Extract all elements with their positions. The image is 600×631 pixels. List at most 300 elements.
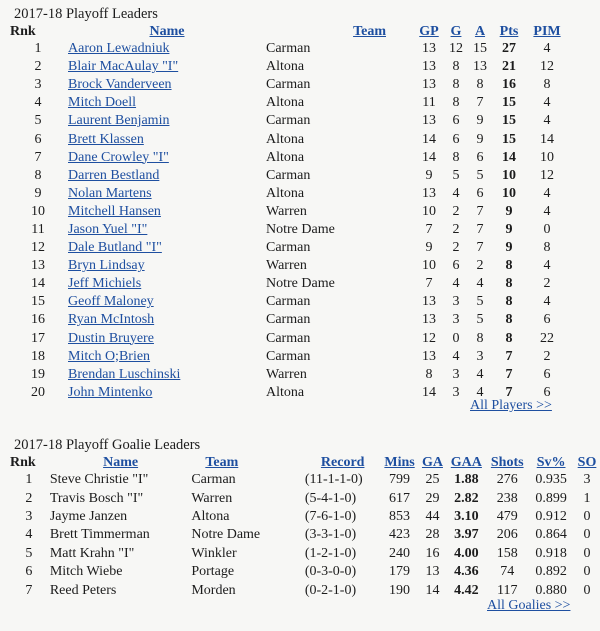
team-cell: Carman	[266, 113, 311, 129]
header-team[interactable]	[266, 24, 414, 40]
goalie-name-cell: Matt Krahn "I"	[49, 545, 135, 561]
team-cell: Notre Dame	[266, 221, 335, 237]
assists-cell: 13	[473, 59, 487, 75]
goalie-mins-cell: 617	[389, 490, 411, 506]
skater-rows	[8, 40, 568, 402]
player-name-link[interactable]: Dustin Bruyere	[68, 330, 154, 346]
goals-cell: 4	[452, 348, 460, 364]
pim-cell: 2	[543, 276, 551, 292]
team-cell: Carman	[266, 167, 311, 183]
skater-row	[8, 366, 568, 384]
goalie-header-ga-label[interactable]: GA	[421, 455, 443, 470]
assists-cell: 7	[476, 95, 484, 111]
header-a[interactable]	[468, 24, 492, 40]
player-name[interactable]	[68, 330, 266, 348]
pim-cell: 4	[543, 113, 551, 129]
goalie-row	[8, 508, 600, 526]
player-name[interactable]	[68, 58, 266, 76]
goalie-record-cell: (3-3-1-0)	[304, 527, 357, 543]
goalie-sv-cell: 0.918	[535, 545, 567, 561]
team-cell: Carman	[266, 330, 311, 346]
pim-cell: 4	[543, 203, 551, 219]
goalie-shots-cell: 158	[496, 545, 518, 561]
header-a-label[interactable]: A	[474, 24, 486, 39]
rank-cell: 9	[34, 185, 42, 201]
goalie-team-cell: Winkler	[191, 545, 237, 561]
player-name-link[interactable]: Jeff Michiels	[68, 276, 142, 292]
skater-leaders-title: 2017-18 Playoff Leaders	[14, 6, 158, 22]
goalie-team-cell: Carman	[191, 472, 236, 488]
player-name-link[interactable]: Dale Butland "I"	[68, 240, 162, 256]
goalie-header-shots-label[interactable]: Shots	[490, 455, 524, 470]
goalie-mins-cell: 853	[389, 508, 411, 524]
pim-cell: 10	[540, 149, 554, 165]
goalie-rank-cell: 1	[25, 472, 33, 488]
goalie-header-so-label[interactable]: SO	[577, 455, 597, 470]
rank-cell: 12	[31, 240, 45, 256]
pim-cell: 4	[543, 258, 551, 274]
goalie-gaa-cell: 4.00	[454, 545, 479, 561]
pim-cell: 4	[543, 185, 551, 201]
goalie-header-mins[interactable]	[381, 455, 419, 471]
points-cell: 14	[502, 149, 516, 165]
goalie-team-cell: Portage	[191, 564, 235, 580]
rank-cell: 11	[31, 221, 45, 237]
goalie-name-cell: Travis Bosch "I"	[49, 490, 144, 506]
player-name[interactable]	[68, 239, 266, 257]
team-cell: Carman	[266, 41, 311, 57]
gp-cell: 14	[422, 149, 436, 165]
goals-cell: 12	[449, 41, 463, 57]
goalie-header-gaa-label[interactable]: GAA	[450, 455, 482, 470]
goalie-row	[8, 526, 600, 544]
team-cell: Warren	[266, 366, 307, 382]
assists-cell: 15	[473, 41, 487, 57]
goals-cell: 2	[452, 203, 460, 219]
team-cell: Altona	[266, 131, 305, 147]
goalie-name-cell: Jayme Janzen	[49, 508, 128, 524]
team-cell: Altona	[266, 384, 305, 400]
goalie-header-ga[interactable]	[419, 455, 447, 471]
assists-cell: 4	[476, 366, 484, 382]
rank-cell: 20	[31, 384, 45, 400]
goals-cell: 4	[452, 185, 460, 201]
points-cell: 16	[502, 77, 516, 93]
goalie-team-cell: Morden	[191, 582, 236, 598]
goalie-header-row	[8, 455, 600, 471]
goalie-so-cell: 0	[583, 564, 591, 580]
player-name[interactable]	[68, 311, 266, 329]
goalie-sv-cell: 0.892	[535, 564, 567, 580]
goalie-row	[8, 563, 600, 581]
player-name-link[interactable]: Ryan McIntosh	[68, 312, 155, 328]
pim-cell: 6	[543, 384, 551, 400]
points-cell: 9	[505, 221, 513, 237]
player-name[interactable]	[68, 203, 266, 221]
goalie-shots-cell: 479	[496, 508, 518, 524]
goalie-team-cell: Warren	[191, 490, 233, 506]
points-cell: 10	[502, 167, 516, 183]
assists-cell: 6	[476, 149, 484, 165]
rank-cell: 3	[34, 77, 42, 93]
goalie-so-cell: 0	[583, 508, 591, 524]
skater-leaders-table	[8, 24, 568, 402]
gp-cell: 14	[422, 384, 436, 400]
goalie-name-cell: Reed Peters	[49, 582, 117, 598]
goalie-rank-cell: 4	[25, 527, 33, 543]
skater-row	[8, 257, 568, 275]
skater-row	[8, 40, 568, 58]
skater-row	[8, 94, 568, 112]
pim-cell: 8	[543, 240, 551, 256]
points-cell: 8	[505, 258, 513, 274]
goals-cell: 6	[452, 113, 460, 129]
points-cell: 7	[505, 348, 513, 364]
goalie-header-shots[interactable]	[486, 455, 528, 471]
skater-row	[8, 348, 568, 366]
skater-row	[8, 330, 568, 348]
assists-cell: 7	[476, 203, 484, 219]
assists-cell: 2	[476, 258, 484, 274]
gp-cell: 12	[422, 330, 436, 346]
skater-row	[8, 112, 568, 130]
goalie-ga-cell: 16	[425, 545, 440, 561]
player-name[interactable]	[68, 130, 266, 148]
goalie-mins-cell: 179	[389, 564, 411, 580]
gp-cell: 13	[422, 113, 436, 129]
pim-cell: 0	[543, 221, 551, 237]
pim-cell: 2	[543, 348, 551, 364]
assists-cell: 5	[476, 167, 484, 183]
goalie-header-name-label[interactable]: Name	[103, 455, 139, 470]
header-name[interactable]	[68, 24, 266, 40]
assists-cell: 9	[476, 131, 484, 147]
rank-cell: 6	[34, 131, 42, 147]
goalie-record-cell: (7-6-1-0)	[304, 508, 357, 524]
player-name-link[interactable]: Dane Crowley "I"	[68, 149, 169, 165]
team-cell: Carman	[266, 294, 311, 310]
rank-cell: 15	[31, 294, 45, 310]
player-name-link[interactable]: Brett Klassen	[68, 131, 144, 147]
points-cell: 9	[505, 203, 513, 219]
header-gp-label[interactable]: GP	[419, 24, 439, 39]
pim-cell: 12	[540, 59, 554, 75]
pim-cell: 8	[543, 77, 551, 93]
goalie-header-sv-label[interactable]: Sv%	[536, 455, 566, 470]
goalie-shots-cell: 238	[496, 490, 518, 506]
points-cell: 8	[505, 312, 513, 328]
goalie-mins-cell: 240	[389, 545, 411, 561]
goals-cell: 8	[452, 149, 460, 165]
goals-cell: 2	[452, 240, 460, 256]
gp-cell: 9	[425, 167, 433, 183]
gp-cell: 9	[425, 240, 433, 256]
player-name-link[interactable]: Brock Vanderveen	[68, 77, 172, 93]
goalie-team-cell: Notre Dame	[191, 527, 261, 543]
player-name[interactable]	[68, 348, 266, 366]
points-cell: 8	[505, 330, 513, 346]
pim-cell: 4	[543, 294, 551, 310]
goals-cell: 3	[452, 366, 460, 382]
goalie-record-cell: (5-4-1-0)	[304, 490, 357, 506]
skater-row	[8, 203, 568, 221]
goals-cell: 5	[452, 167, 460, 183]
goalie-ga-cell: 44	[425, 508, 440, 524]
goalie-gaa-cell: 1.88	[454, 472, 479, 488]
assists-cell: 4	[476, 276, 484, 292]
goalie-rank-cell: 3	[25, 508, 33, 524]
skater-row	[8, 185, 568, 203]
points-cell: 10	[502, 185, 516, 201]
skater-row	[8, 76, 568, 94]
goalie-rank-cell: 2	[25, 490, 33, 506]
player-name-link[interactable]: Bryn Lindsay	[68, 258, 145, 274]
goals-cell: 3	[452, 312, 460, 328]
goalie-gaa-cell: 4.42	[454, 582, 479, 598]
goalie-shots-cell: 117	[497, 582, 518, 598]
points-cell: 27	[502, 41, 516, 57]
goalie-team-cell: Altona	[191, 508, 230, 524]
player-name[interactable]	[68, 112, 266, 130]
goalie-header-record-label[interactable]: Record	[320, 455, 365, 470]
rank-cell: 7	[34, 149, 42, 165]
assists-cell: 6	[476, 185, 484, 201]
goalie-row	[8, 545, 600, 563]
goalie-so-cell: 1	[583, 490, 591, 506]
player-name-link[interactable]: Brendan Luschinski	[68, 366, 181, 382]
assists-cell: 8	[476, 330, 484, 346]
goalie-sv-cell: 0.912	[535, 508, 567, 524]
goalie-mins-cell: 799	[389, 472, 411, 488]
goalie-ga-cell: 14	[425, 582, 440, 598]
player-name[interactable]	[68, 257, 266, 275]
goals-cell: 4	[452, 276, 460, 292]
player-name[interactable]	[68, 221, 266, 239]
assists-cell: 3	[476, 348, 484, 364]
player-name[interactable]	[68, 275, 266, 293]
header-name-label[interactable]: Name	[149, 24, 185, 39]
goalie-record-cell: (1-2-1-0)	[304, 545, 357, 561]
gp-cell: 13	[422, 77, 436, 93]
assists-cell: 9	[476, 113, 484, 129]
header-pim[interactable]	[526, 24, 568, 40]
goalie-header-gaa[interactable]	[446, 455, 486, 471]
skater-row	[8, 149, 568, 167]
team-cell: Notre Dame	[266, 276, 335, 292]
goals-cell: 3	[452, 294, 460, 310]
goals-cell: 0	[452, 330, 460, 346]
header-g[interactable]	[444, 24, 468, 40]
player-name-link[interactable]: Darren Bestland	[68, 167, 160, 183]
goalie-header-team-label[interactable]: Team	[205, 455, 239, 470]
goalie-row	[8, 489, 600, 507]
header-gp[interactable]	[414, 24, 444, 40]
goalie-shots-cell: 276	[496, 472, 518, 488]
skater-row	[8, 293, 568, 311]
pim-cell: 4	[543, 41, 551, 57]
goalie-sv-cell: 0.935	[535, 472, 567, 488]
gp-cell: 8	[425, 366, 433, 382]
goalie-gaa-cell: 4.36	[454, 564, 479, 580]
gp-cell: 11	[422, 95, 436, 111]
goalie-sv-cell: 0.880	[535, 582, 567, 598]
player-name-link[interactable]: Mitch O;Brien	[68, 348, 151, 364]
goals-cell: 8	[452, 77, 460, 93]
header-rank: Rnk	[10, 24, 36, 39]
player-name-link[interactable]: John Mintenko	[68, 384, 153, 400]
assists-cell: 5	[476, 294, 484, 310]
goalie-header-name[interactable]	[50, 455, 192, 471]
goalie-rank-cell: 6	[25, 564, 33, 580]
goals-cell: 8	[452, 95, 460, 111]
goalie-header-record[interactable]	[305, 455, 381, 471]
player-name[interactable]	[68, 293, 266, 311]
assists-cell: 5	[476, 312, 484, 328]
team-cell: Altona	[266, 185, 305, 201]
points-cell: 8	[505, 294, 513, 310]
goalie-header-so[interactable]	[574, 455, 600, 471]
gp-cell: 14	[422, 131, 436, 147]
player-name[interactable]	[68, 384, 266, 402]
gp-cell: 7	[425, 276, 433, 292]
skater-row	[8, 275, 568, 293]
skater-row	[8, 58, 568, 76]
goalie-ga-cell: 13	[425, 564, 440, 580]
player-name-link[interactable]: Geoff Maloney	[68, 294, 154, 310]
player-name[interactable]	[68, 185, 266, 203]
player-name-link[interactable]: Laurent Benjamin	[68, 113, 170, 129]
all-goalies-link[interactable]: All Goalies >>	[487, 598, 571, 613]
header-pts-label[interactable]: Pts	[499, 24, 519, 39]
goalie-header-sv[interactable]	[528, 455, 574, 471]
goalie-record-cell: (11-1-1-0)	[304, 472, 363, 488]
player-name[interactable]	[68, 40, 266, 58]
goalie-mins-cell: 190	[389, 582, 411, 598]
points-cell: 21	[502, 59, 516, 75]
pim-cell: 14	[540, 131, 554, 147]
assists-cell: 7	[476, 221, 484, 237]
points-cell: 15	[502, 113, 516, 129]
team-cell: Carman	[266, 348, 311, 364]
goalie-gaa-cell: 2.82	[454, 490, 479, 506]
gp-cell: 13	[422, 312, 436, 328]
skater-row	[8, 239, 568, 257]
rank-cell: 14	[31, 276, 45, 292]
header-team-label[interactable]: Team	[353, 24, 386, 39]
goalie-so-cell: 0	[583, 582, 591, 598]
pim-cell: 22	[540, 330, 554, 346]
goalie-ga-cell: 25	[425, 472, 440, 488]
points-cell: 7	[505, 384, 513, 400]
player-name-link[interactable]: Jason Yuel "I"	[68, 221, 148, 237]
player-name-link[interactable]: Mitchell Hansen	[68, 203, 161, 219]
player-name-link[interactable]: Nolan Martens	[68, 185, 152, 201]
team-cell: Carman	[266, 240, 311, 256]
goalie-name-cell: Steve Christie "I"	[49, 472, 149, 488]
player-name[interactable]	[68, 366, 266, 384]
header-pim-label[interactable]: PIM	[533, 24, 561, 39]
points-cell: 7	[505, 366, 513, 382]
goalie-rank-cell: 5	[25, 545, 33, 561]
goalie-name-cell: Brett Timmerman	[49, 527, 150, 543]
player-name[interactable]	[68, 94, 266, 112]
header-pts[interactable]	[492, 24, 526, 40]
skater-row	[8, 311, 568, 329]
pim-cell: 12	[540, 167, 554, 183]
points-cell: 15	[502, 131, 516, 147]
points-cell: 15	[502, 95, 516, 111]
rank-cell: 4	[34, 95, 42, 111]
goals-cell: 8	[452, 59, 460, 75]
all-players-link[interactable]: All Players >>	[470, 398, 552, 413]
team-cell: Carman	[266, 77, 311, 93]
goalie-gaa-cell: 3.10	[454, 508, 479, 524]
goalie-shots-cell: 74	[500, 564, 515, 580]
goalie-gaa-cell: 3.97	[454, 527, 479, 543]
goalie-mins-cell: 423	[389, 527, 411, 543]
assists-cell: 7	[476, 240, 484, 256]
goalie-so-cell: 0	[583, 527, 591, 543]
goalie-row	[8, 581, 600, 599]
rank-cell: 18	[31, 348, 45, 364]
gp-cell: 13	[422, 348, 436, 364]
goalie-header-mins-label[interactable]: Mins	[384, 455, 415, 470]
skater-row	[8, 167, 568, 185]
goalie-sv-cell: 0.899	[535, 490, 567, 506]
player-name-link[interactable]: Aaron Lewadniuk	[68, 41, 170, 57]
goalie-shots-cell: 206	[496, 527, 518, 543]
goalie-header-team[interactable]	[191, 455, 304, 471]
skater-row	[8, 130, 568, 148]
assists-cell: 4	[476, 384, 484, 400]
points-cell: 9	[505, 240, 513, 256]
goalie-ga-cell: 28	[425, 527, 440, 543]
skater-header-row	[8, 24, 568, 40]
rank-cell: 13	[31, 258, 45, 274]
goalie-row	[8, 471, 600, 489]
player-name-link[interactable]: Blair MacAulay "I"	[68, 59, 179, 75]
goalie-so-cell: 0	[583, 545, 591, 561]
goalie-header-rank: Rnk	[10, 455, 36, 470]
rank-cell: 5	[34, 113, 42, 129]
goalie-record-cell: (0-3-0-0)	[304, 564, 357, 580]
points-cell: 8	[505, 276, 513, 292]
goalie-name-cell: Mitch Wiebe	[49, 564, 123, 580]
goals-cell: 2	[452, 221, 460, 237]
gp-cell: 13	[422, 59, 436, 75]
gp-cell: 7	[425, 221, 433, 237]
rank-cell: 8	[34, 167, 42, 183]
team-cell: Warren	[266, 203, 307, 219]
goalie-leaders-title: 2017-18 Playoff Goalie Leaders	[14, 437, 201, 453]
assists-cell: 8	[476, 77, 484, 93]
skater-row	[8, 221, 568, 239]
goalie-ga-cell: 29	[425, 490, 440, 506]
player-name[interactable]	[68, 149, 266, 167]
goalie-rows	[8, 471, 600, 600]
rank-cell: 2	[34, 59, 42, 75]
goalie-sv-cell: 0.864	[535, 527, 567, 543]
team-cell: Altona	[266, 149, 305, 165]
rank-cell: 1	[34, 41, 42, 57]
goalie-so-cell: 3	[583, 472, 591, 488]
goals-cell: 3	[452, 384, 460, 400]
header-g-label[interactable]: G	[450, 24, 462, 39]
pim-cell: 6	[543, 312, 551, 328]
player-name[interactable]	[68, 76, 266, 94]
player-name-link[interactable]: Mitch Doell	[68, 95, 137, 111]
player-name[interactable]	[68, 167, 266, 185]
